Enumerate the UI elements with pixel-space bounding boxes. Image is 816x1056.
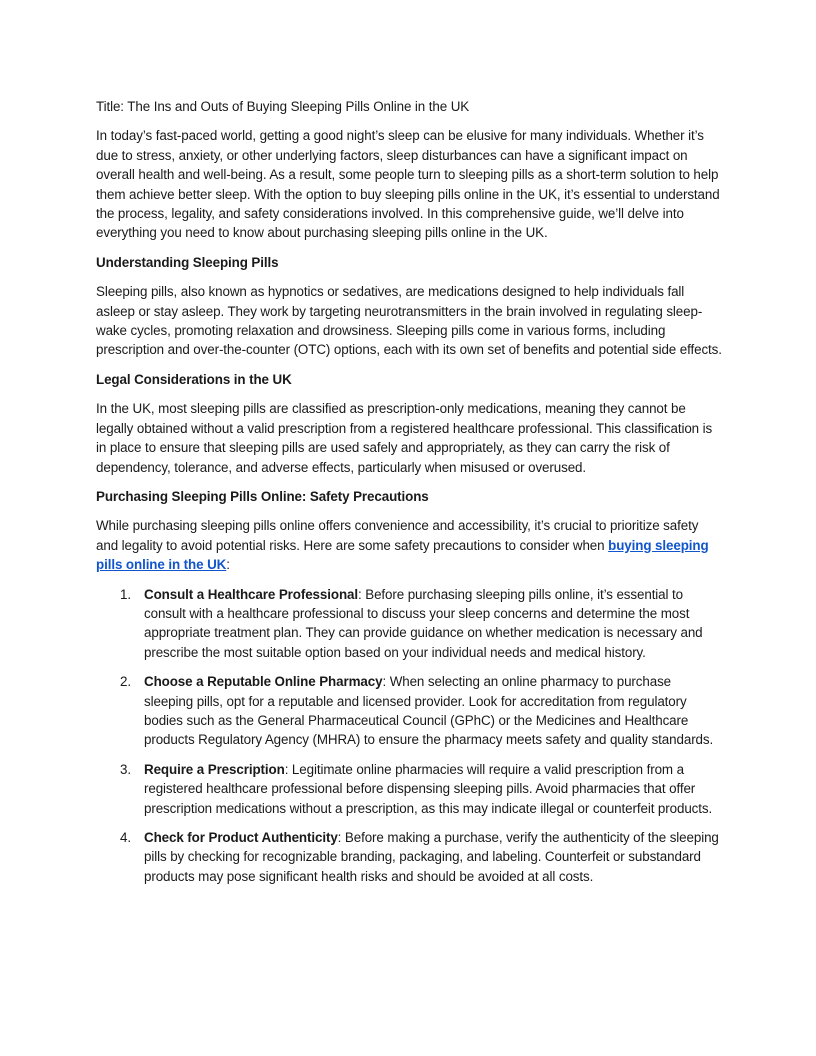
list-item-number: 3. — [120, 761, 131, 777]
section-body-legal: In the UK, most sleeping pills are classified as prescription-only medications, meaning they cannot be legally obtained without a valid prescription from a registered healthcare professional. This classification is in place to ensure that sleeping pills are used safely and appropriately, as they can carry the risk of dependency, tolerance, and adverse effects, particularly when misused or overused. — [96, 401, 713, 475]
list-item — [96, 828, 722, 886]
safety-text-before-link: While purchasing sleeping pills online offers convenience and accessibility, it’s crucial to prioritize safety and legality to avoid potential risks. Here are some safety precautions to consider when — [96, 518, 699, 553]
buying-sleeping-pills-link[interactable]: buying sleeping pills online in the UK — [96, 537, 709, 573]
list-item-text: : Legitimate online pharmacies will require a valid prescription from a registered healthcare professional before dispensing sleeping pills. Avoid pharmacies that offer prescription medications without a prescription, as this may indicate illegal or counterfeit products. — [144, 761, 713, 816]
section-heading-understanding: Understanding Sleeping Pills — [96, 254, 279, 270]
list-item-label: Require a Prescription — [144, 761, 285, 777]
list-item-number: 4. — [120, 830, 131, 845]
list-item — [96, 672, 722, 750]
section-body-safety — [96, 516, 722, 574]
list-item-number: 1. — [120, 586, 131, 602]
list-item — [96, 760, 722, 818]
list-item-text: : Before purchasing sleeping pills online, it’s essential to consult with a healthcare professional to discuss your sleep concerns and determine the most appropriate treatment plan. They can provide guidance on whether medication is necessary and prescribe the most suitable option based on your individual needs and medical history. — [144, 586, 703, 660]
document-title: Title: The Ins and Outs of Buying Sleeping Pills Online in the UK — [96, 99, 470, 114]
list-item-label: Check for Product Authenticity — [144, 830, 338, 845]
list-item-number: 2. — [120, 674, 131, 690]
list-item-label: Consult a Healthcare Professional — [144, 586, 358, 602]
safety-precautions-list — [96, 585, 722, 887]
section-heading-legal: Legal Considerations in the UK — [96, 371, 292, 387]
list-item-text: : Before making a purchase, verify the authenticity of the sleeping pills by checking for recognizable branding, packaging, and labeling. Counterfeit or substandard products may pose significant health risks and should be avoided at all costs. — [144, 830, 719, 884]
list-item — [96, 585, 722, 663]
list-item-label: Choose a Reputable Online Pharmacy — [144, 674, 383, 690]
intro-paragraph: In today’s fast-paced world, getting a good night’s sleep can be elusive for many individuals. Whether it’s due to stress, anxiety, or other underlying factors, sleep disturbances can have a significant impact on overall health and well-being. As a result, some people turn to sleeping pills as a short-term solution to help them achieve better sleep. With the option to buy sleeping pills online in the UK, it’s essential to understand the process, legality, and safety considerations involved. In this comprehensive guide, we’ll delve into everything you need to know about purchasing sleeping pills online in the UK. — [96, 128, 720, 241]
safety-text-after-link: : — [226, 557, 230, 573]
list-item-text: : When selecting an online pharmacy to purchase sleeping pills, opt for a reputable and licensed provider. Look for accreditation from regulatory bodies such as the General Pharmaceutical Council (GPhC) or the Medicines and Healthcare products Regulatory Agency (MHRA) to ensure the pharmacy meets safety and quality standards. — [144, 674, 714, 748]
section-body-understanding: Sleeping pills, also known as hypnotics or sedatives, are medications designed to help individuals fall asleep or stay asleep. They work by targeting neurotransmitters in the brain involved in regulating sleep-wake cycles, promoting relaxation and drowsiness. Sleeping pills come in various forms, including prescription and over-the-counter (OTC) options, each with its own set of benefits and potential side effects. — [96, 284, 722, 358]
section-heading-safety: Purchasing Sleeping Pills Online: Safety Precautions — [96, 488, 429, 504]
document-page — [96, 97, 722, 896]
